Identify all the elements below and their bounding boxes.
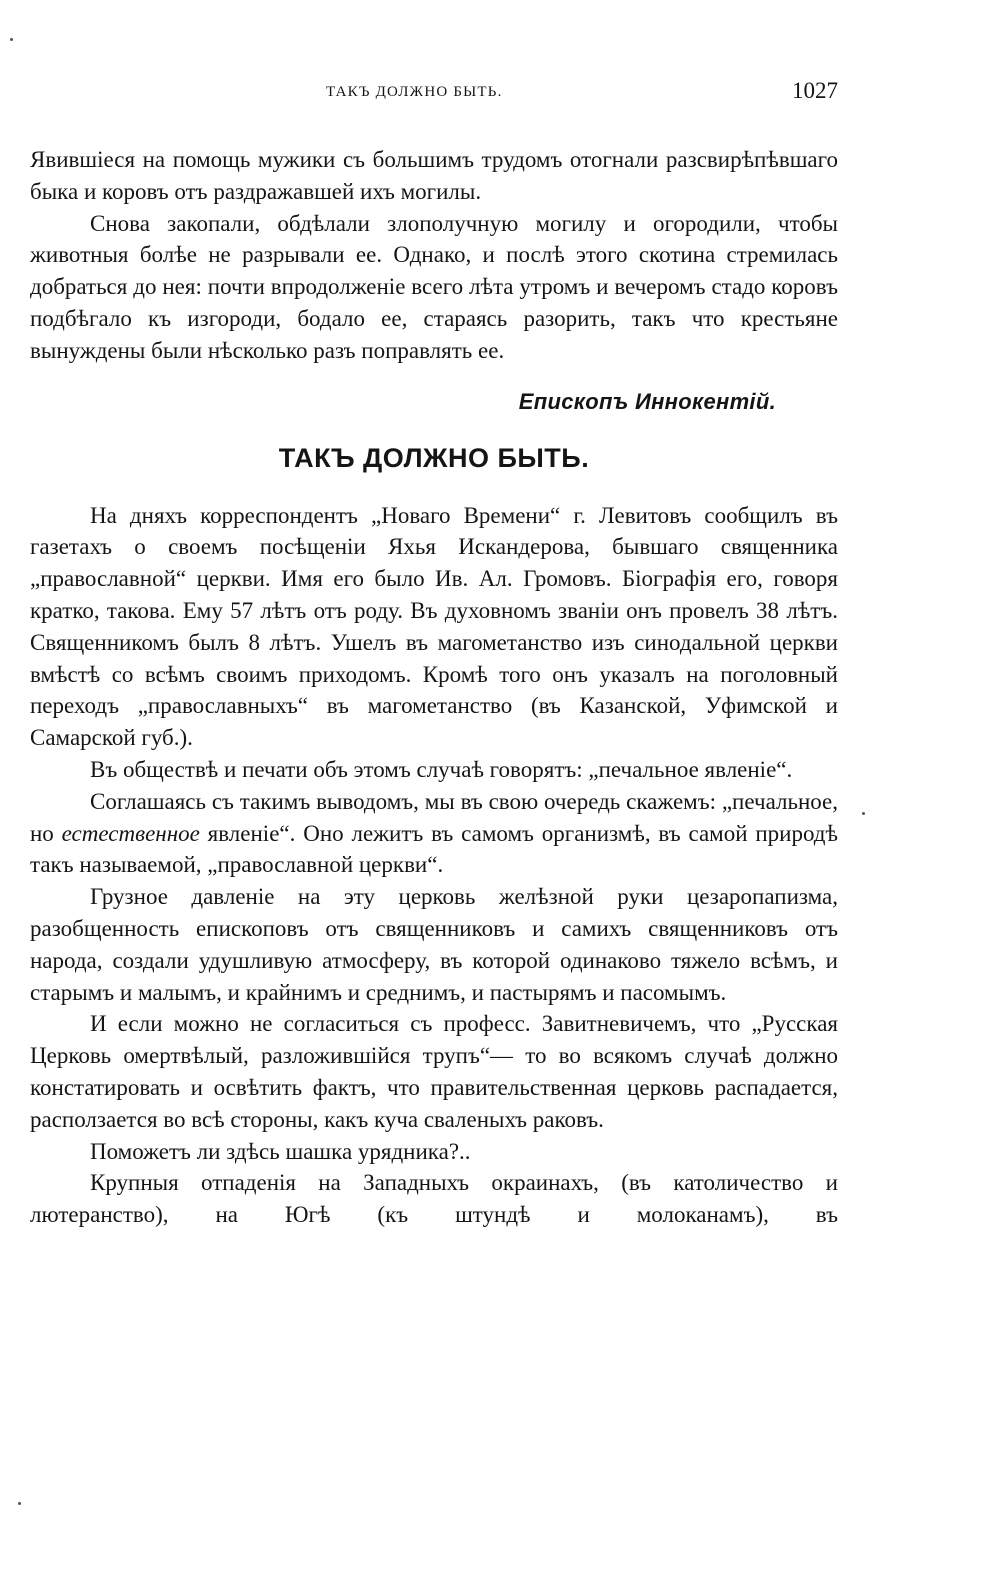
scan-speck <box>18 1502 21 1505</box>
book-page <box>30 78 838 1231</box>
page-number: 1027 <box>792 78 838 103</box>
article-paragraph-4: Грузное давленіе на эту церковь желѣзной руки цезаропапизма, разобщенность епископовъ отъ священниковъ и самихъ священниковъ отъ народа, создали удушливую атмосферу, въ которой одинаково тяжело всѣмъ, и старымъ и малымъ, и крайнимъ и среднимъ, и пастырямъ и пасомымъ. <box>30 884 838 1005</box>
article-paragraph-1: На дняхъ корреспондентъ „Новаго Времени“ г. Левитовъ сообщилъ въ газетахъ о своемъ посѣщеніи Яхья Искандерова, бывшаго священника „православной“ церкви. Имя его было Ив. Ал. Громовъ. Біографія его, говоря кратко, такова. Ему 57 лѣтъ отъ роду. Въ духовномъ званіи онъ провелъ 38 лѣтъ. Священникомъ былъ 8 лѣтъ. Ушелъ въ магометанство изъ синодальной церкви вмѣстѣ со всѣмъ своимъ приходомъ. Кромѣ того онъ указалъ на поголовный переходъ „православныхъ“ въ магометанство (въ Казанской, Уфимской и Самарской губ.). <box>30 502 838 751</box>
paragraph-3-text-b: явленіе“. Оно лежитъ въ самомъ организмѣ, въ самой природѣ такъ называемой, „православной церкви“. <box>30 820 838 878</box>
signature: Епископъ Иннокентій. <box>518 388 776 414</box>
scan-speck <box>10 38 13 41</box>
paragraph-3-text-a: Соглашаясь съ такимъ выводомъ, мы въ свою очередь скажемъ: „печальное, но <box>30 788 838 846</box>
paragraph-grave: Снова закопали, обдѣлали злополучную могилу и огородили, чтобы животныя болѣе не разрывали ее. Однако, и послѣ этого скотина стремилась добраться до нея: почти впродолженіе всего лѣта утромъ и вечеромъ стадо коровъ подбѣгало къ изгороди, бодало ее, стараясь разорить, такъ что крестьяне вынуждены были нѣсколько разъ поправлять ее. <box>30 210 838 363</box>
article-paragraph-7: Крупныя отпаденія на Западныхъ окраинахъ, (въ католичество и лютеранство), на Югѣ (къ штундѣ и молоканамъ), въ <box>30 1170 838 1228</box>
scan-speck <box>862 812 865 815</box>
running-head <box>30 78 838 114</box>
article-paragraph-5: И если можно не согласиться съ професс. Завитневичемъ, что „Русская Церковь омертвѣлый, разложившійся трупъ“— то во всякомъ случаѣ должно констатировать и освѣтить фактъ, что правительственная церковь распадается, расползается во всѣ стороны, какъ куча сваленыхъ раковъ. <box>30 1011 838 1132</box>
article-paragraph-6: Поможетъ ли здѣсь шашка урядника?.. <box>90 1138 471 1164</box>
article-title: ТАКЪ ДОЛЖНО БЫТЬ. <box>278 442 590 473</box>
paragraph-helpers: Явившіеся на помощь мужики съ большимъ трудомъ отогнали разсвирѣпѣвшаго быка и коровъ отъ раздражавшей ихъ могилы. <box>30 147 838 204</box>
emphasized-word: естественное <box>61 820 200 846</box>
article-paragraph-2: Въ обществѣ и печати объ этомъ случаѣ говорятъ: „печальное явленіе“. <box>90 756 793 782</box>
running-title: ТАКЪ ДОЛЖНО БЫТЬ. <box>326 84 503 100</box>
article-paragraph-3 <box>30 786 838 881</box>
